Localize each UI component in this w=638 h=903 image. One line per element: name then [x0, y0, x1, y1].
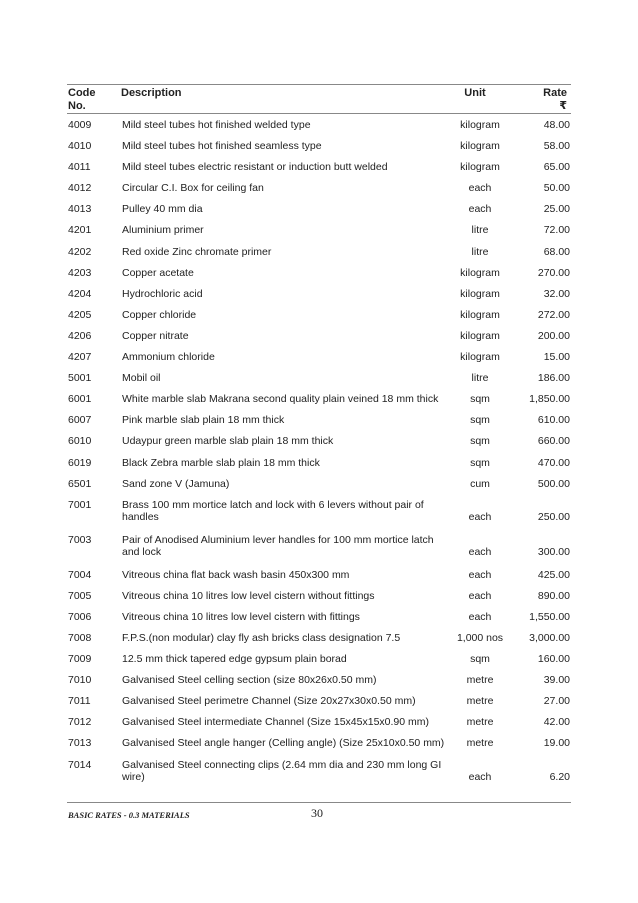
row-rate: 48.00 [543, 119, 570, 131]
row-unit: each [468, 589, 492, 602]
row-unit: cum [470, 477, 490, 490]
table-row [67, 267, 571, 288]
row-unit: metre [466, 674, 494, 687]
row-rate: 470.00 [537, 456, 570, 469]
table-row [67, 414, 571, 435]
row-code: 7009 [68, 653, 92, 666]
row-description: F.P.S.(non modular) clay fly ash bricks class designation 7.5 [122, 631, 401, 644]
row-rate: 890.00 [537, 589, 570, 602]
row-unit: each [468, 203, 492, 216]
row-rate: 65.00 [543, 161, 570, 174]
table-row [67, 288, 571, 309]
row-code: 6010 [68, 435, 92, 448]
table-row [67, 695, 571, 716]
row-code: 7012 [68, 716, 92, 729]
row-rate: 58.00 [543, 140, 570, 153]
row-rate: 6.20 [549, 770, 570, 783]
row-description: Copper nitrate [122, 329, 189, 342]
row-rate: 660.00 [537, 435, 570, 448]
table-row [67, 457, 571, 478]
row-unit: sqm [470, 393, 490, 406]
row-rate: 300.00 [537, 545, 570, 558]
table-row [67, 119, 571, 140]
row-rate: 32.00 [543, 287, 570, 300]
row-code: 6501 [68, 477, 92, 490]
table-row [67, 246, 571, 267]
table-row [67, 478, 571, 499]
row-rate: 186.00 [537, 372, 570, 385]
table-row [67, 737, 571, 758]
row-unit: metre [466, 716, 494, 729]
row-description: Vitreous china flat back wash basin 450x300 mm [122, 568, 350, 581]
row-description: Aluminium primer [122, 224, 204, 237]
row-code: 6001 [68, 393, 92, 406]
row-rate: 27.00 [543, 695, 570, 708]
row-unit: litre [471, 224, 489, 237]
row-description: Galvanised Steel connecting clips (2.64 mm dia and 230 mm long GI wire) [122, 758, 442, 783]
row-description: Galvanised Steel intermediate Channel (Size 15x45x15x0.90 mm) [122, 716, 429, 729]
row-description: Sand zone V (Jamuna) [122, 477, 230, 490]
table-row [67, 372, 571, 393]
rupee-symbol: ₹ [559, 100, 567, 112]
row-description: Hydrochloric acid [122, 287, 203, 300]
row-description: White marble slab Makrana second quality plain veined 18 mm thick [122, 393, 439, 406]
row-unit: each [468, 545, 492, 558]
table-row [67, 716, 571, 737]
table-row [67, 182, 571, 203]
header-code-line2: No. [68, 100, 86, 112]
table-row [67, 435, 571, 456]
row-description: Mobil oil [122, 372, 161, 385]
table-row [67, 632, 571, 653]
row-code: 7006 [68, 610, 92, 623]
row-description: Black Zebra marble slab plain 18 mm thick [122, 456, 320, 469]
row-unit: each [468, 610, 492, 623]
header-rate-line1: Rate [543, 87, 567, 99]
row-rate: 39.00 [543, 674, 570, 687]
page-number: 30 [311, 806, 323, 820]
row-unit: sqm [470, 456, 490, 469]
row-description: Vitreous china 10 litres low level cistern with fittings [122, 610, 360, 623]
row-code: 4012 [68, 182, 92, 195]
row-unit: metre [466, 695, 494, 708]
row-rate: 272.00 [537, 308, 570, 321]
table-row [67, 393, 571, 414]
row-description: Copper acetate [122, 266, 194, 279]
row-unit: each [468, 568, 492, 581]
row-rate: 250.00 [537, 510, 570, 523]
row-description: Mild steel tubes hot finished welded type [122, 119, 311, 131]
row-code: 6019 [68, 456, 92, 469]
row-rate: 72.00 [543, 224, 570, 237]
row-code: 7001 [68, 498, 92, 511]
row-unit: kilogram [460, 140, 500, 153]
row-rate: 270.00 [537, 266, 570, 279]
header-code-line1: Code [68, 87, 96, 99]
row-rate: 610.00 [537, 414, 570, 427]
row-description: Copper chloride [122, 308, 197, 321]
row-code: 4010 [68, 140, 92, 153]
row-description: Mild steel tubes hot finished seamless type [122, 140, 322, 153]
row-rate: 160.00 [537, 653, 570, 666]
row-rate: 42.00 [543, 716, 570, 729]
row-code: 4013 [68, 203, 92, 216]
row-code: 4009 [68, 119, 92, 131]
header-description: Description [121, 87, 182, 99]
row-rate: 1,850.00 [529, 393, 570, 406]
row-unit: metre [466, 737, 494, 750]
header-code [68, 87, 96, 113]
row-description: Galvanised Steel celling section (size 80x26x0.50 mm) [122, 674, 377, 687]
row-unit: each [468, 182, 492, 195]
row-unit: kilogram [460, 266, 500, 279]
table-row [67, 534, 571, 569]
table-row [67, 224, 571, 245]
row-rate: 68.00 [543, 245, 570, 258]
row-code: 4204 [68, 287, 92, 300]
row-description: 12.5 mm thick tapered edge gypsum plain borad [122, 653, 347, 666]
row-code: 7014 [68, 758, 92, 771]
row-rate: 200.00 [537, 329, 570, 342]
table-top-rule [67, 84, 571, 85]
row-rate: 25.00 [543, 203, 570, 216]
row-unit: kilogram [460, 287, 500, 300]
row-code: 7005 [68, 589, 92, 602]
row-description: Circular C.I. Box for ceiling fan [122, 182, 264, 195]
row-unit: sqm [470, 435, 490, 448]
row-code: 7013 [68, 737, 92, 750]
row-code: 7004 [68, 568, 92, 581]
row-code: 4201 [68, 224, 92, 237]
table-row [67, 161, 571, 182]
footer-section-title: BASIC RATES - 0.3 MATERIALS [68, 810, 190, 820]
table-row [67, 203, 571, 224]
table-row [67, 674, 571, 695]
row-code: 4205 [68, 308, 92, 321]
table-row [67, 140, 571, 161]
row-description: Mild steel tubes electric resistant or induction butt welded [122, 161, 388, 174]
row-code: 5001 [68, 372, 92, 385]
row-description: Galvanised Steel perimetre Channel (Size 20x27x30x0.50 mm) [122, 695, 416, 708]
row-code: 6007 [68, 414, 92, 427]
row-rate: 50.00 [543, 182, 570, 195]
row-code: 7010 [68, 674, 92, 687]
row-code: 7003 [68, 533, 92, 546]
row-description: Brass 100 mm mortice latch and lock with 6 levers without pair of handles [122, 498, 424, 523]
table-row [67, 330, 571, 351]
row-unit: kilogram [460, 119, 500, 131]
row-description: Vitreous china 10 litres low level cistern without fittings [122, 589, 375, 602]
row-code: 4206 [68, 329, 92, 342]
row-rate: 1,550.00 [529, 610, 570, 623]
table-row [67, 351, 571, 372]
row-rate: 425.00 [537, 568, 570, 581]
row-code: 4207 [68, 351, 92, 364]
row-rate: 15.00 [543, 351, 570, 364]
row-description: Red oxide Zinc chromate primer [122, 245, 272, 258]
row-rate: 500.00 [537, 477, 570, 490]
table-row [67, 611, 571, 632]
row-description: Pink marble slab plain 18 mm thick [122, 414, 285, 427]
row-unit: sqm [470, 414, 490, 427]
table-row [67, 569, 571, 590]
row-code: 4011 [68, 161, 91, 174]
row-unit: kilogram [460, 351, 500, 364]
header-bottom-rule [67, 113, 571, 114]
row-description: Ammonium chloride [122, 351, 215, 364]
row-unit: each [468, 510, 492, 523]
table-row [67, 590, 571, 611]
row-unit: kilogram [460, 329, 500, 342]
row-unit: kilogram [460, 308, 500, 321]
row-code: 7011 [68, 695, 91, 708]
row-description: Pair of Anodised Aluminium lever handles for 100 mm mortice latch and lock [122, 533, 434, 558]
header-rate [500, 87, 567, 113]
row-unit: 1,000 nos [456, 631, 504, 644]
table-row [67, 309, 571, 330]
row-description: Galvanised Steel angle hanger (Celling angle) (Size 25x10x0.50 mm) [122, 737, 445, 750]
table-row [67, 499, 571, 534]
row-rate: 3,000.00 [529, 631, 570, 644]
header-unit: Unit [464, 87, 486, 99]
row-description: Pulley 40 mm dia [122, 203, 203, 216]
row-unit: sqm [470, 653, 490, 666]
footer-rule [67, 802, 571, 803]
row-rate: 19.00 [543, 737, 570, 750]
materials-table-body [67, 119, 571, 794]
row-description: Udaypur green marble slab plain 18 mm thick [122, 435, 334, 448]
row-unit: kilogram [460, 161, 500, 174]
row-code: 4203 [68, 266, 92, 279]
table-row [67, 653, 571, 674]
row-code: 4202 [68, 245, 92, 258]
row-unit: each [468, 770, 492, 783]
row-unit: litre [471, 245, 489, 258]
row-unit: litre [471, 372, 489, 385]
row-code: 7008 [68, 631, 92, 644]
table-row [67, 759, 571, 794]
